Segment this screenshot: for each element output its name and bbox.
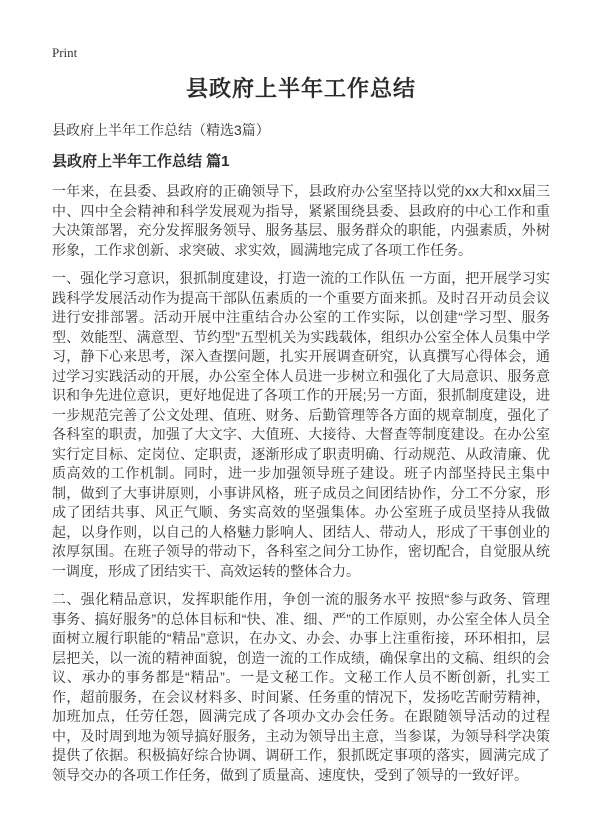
print-link[interactable]: Print bbox=[52, 45, 78, 60]
document-subtitle: 县政府上半年工作总结（精选3篇） bbox=[52, 122, 270, 138]
body-paragraph-section-1: 一、强化学习意识，狠抓制度建设，打造一流的工作队伍 一方面，把开展学习实践科学发展活动作为提高干部队伍素质的一个重要方面来抓。及时召开动员会议进行安排部署。活动开展中注重结合办公室的工作实际，以创建“学习型、服务型、效能型、满意型、节约型”五型机关为实践载体，组织办公室全体人员集中学习，静下心来思考，深入查摆问题，扎实开展调查研究，认真撰写心得体会，通过学习实践活动的开展，办公室全体人员进一步树立和强化了大局意识、服务意识和争先进位意识，更好地促进了各项工作的开展;另一方面，狠抓制度建设，进一步规范完善了公文处理、值班、财务、后勤管理等各方面的规章制度，强化了各科室的职责，加强了大文字、大值班、大接待、大督查等制度建设。在办公室实行定目标、定岗位、定职责，逐渐形成了职责明确、行动规范、从政清廉、优质高效的工作机制。同时，进一步加强领导班子建设。班子内部坚持民主集中制，做到了大事讲原则，小事讲风格，班子成员之间团结协作，分工不分家，形成了团结共事、风正气顺、务实高效的坚强集体。办公室班子成员坚持从我做起，以身作则，以自己的人格魅力影响人、团结人、带动人，形成了干事创业的浓厚氛围。在班子领导的带动下，各科室之间分工协作，密切配合，自觉服从统一调度，形成了团结实干、高效运转的整体合力。 bbox=[52, 270, 550, 579]
section-heading-part1: 县政府上半年工作总结 篇1 bbox=[52, 153, 230, 170]
body-paragraph-intro: 一年来，在县委、县政府的正确领导下，县政府办公室坚持以党的xx大和xx届三中、四中全会精神和科学发展观为指导，紧紧围绕县委、县政府的中心工作和重大决策部署，充分发挥服务领导、服务基层、服务群众的职能，内强素质，外树形象，工作求创新、求突破、求实效，圆满地完成了各项工作任务。 bbox=[52, 183, 550, 258]
body-paragraph-section-2: 二、强化精品意识，发挥职能作用，争创一流的服务水平 按照“参与政务、管理事务、搞好服务”的总体目标和“快、准、细、严”的工作原则，办公室全体人员全面树立履行职能的“精品”意识，在办文、办会、办事上注重衔接，环环相扣，层层把关，以一流的精神面貌，创造一流的工作成绩，确保拿出的文稿、组织的会议、承办的事务都是“精品”。一是文秘工作。文秘工作人员不断创新，扎实工作，超前服务，在会议材料多、时间紧、任务重的情况下，发扬吃苦耐劳精神，加班加点，任劳任怨，圆满完成了各项办文办会任务。在跟随领导活动的过程中，及时周到地为领导搞好服务，主动为领导出主意，当参谋，为领导科学决策提供了依据。积极搞好综合协调、调研工作，狠抓既定事项的落实，圆满完成了领导交办的各项工作任务，做到了质量高、速度快，受到了领导的一致好评。 bbox=[52, 591, 550, 783]
document-title: 县政府上半年工作总结 bbox=[185, 76, 416, 101]
